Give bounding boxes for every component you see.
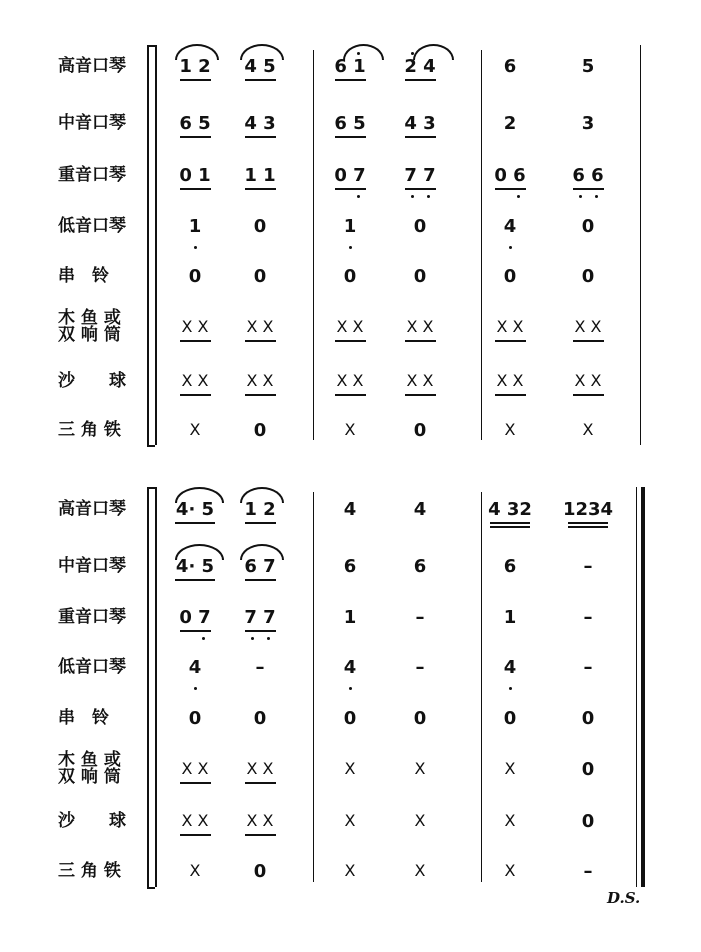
note-group: – [583,556,593,577]
note-group: 0 [413,266,427,287]
note-group: 0 [581,216,595,237]
note-group: 0 [253,266,267,287]
octave-dot-below [349,246,352,249]
note-group: 4· 5 [175,499,215,520]
octave-dot-below [595,195,598,198]
note-group: 0 [581,708,595,729]
note-group: 0 [343,266,357,287]
slur [240,544,284,560]
note-group: 0 [503,708,517,729]
note-group: 7 7 [404,165,436,186]
beam [180,136,211,138]
note-group: 0 [581,759,595,780]
instrument-label: 三 角 铁 [58,420,121,440]
instrument-label: 高音口琴 [58,499,126,519]
beam [180,834,211,836]
beam [405,188,436,190]
note-group: 1 [343,216,357,237]
note-group: 0 [343,708,357,729]
label-line: 双 响 筒 [58,325,121,345]
beam [573,394,604,396]
note-group: X [582,420,594,439]
octave-dot-below [517,195,520,198]
beam [245,79,276,81]
slur [343,44,384,60]
ds-marking: D.S. [607,889,641,907]
note-group: X [414,861,426,880]
system-bracket [147,487,149,887]
note-group: – [583,861,593,882]
note-group: 0 1 [179,165,211,186]
bracket-bottom [147,887,155,889]
barline-final-thin [636,487,637,887]
bracket-bottom [147,445,155,447]
note-group: 0 [413,420,427,441]
slur [175,44,219,60]
note-group: 4 [503,216,517,237]
beam [490,522,530,524]
beam [335,188,366,190]
note-group: 6 [503,556,517,577]
note-group: 6 5 [334,113,366,134]
octave-dot-below [267,637,270,640]
note-group: X X [574,371,602,390]
note-group: X X [181,759,209,778]
octave-dot-below [509,246,512,249]
note-group: X X [246,759,274,778]
note-group: 6 [503,56,517,77]
beam [405,79,436,81]
note-group: 4 [188,657,202,678]
note-group: 5 [581,56,595,77]
beam [573,188,604,190]
note-group: 6 5 [179,113,211,134]
beam [245,522,276,524]
note-group: X [504,861,516,880]
instrument-label-woodblock [58,310,121,344]
note-group: 4 3 [404,113,436,134]
beam [573,340,604,342]
beam [180,782,211,784]
note-group: X [344,759,356,778]
note-group: X [414,811,426,830]
note-group: X [344,811,356,830]
barline [313,50,314,440]
label-line: 木 鱼 或 [58,308,121,328]
octave-dot-below [251,637,254,640]
note-group: 4 5 [244,56,276,77]
beam [180,79,211,81]
instrument-label: 重音口琴 [58,165,126,185]
system-bracket [147,45,149,445]
beam [180,188,211,190]
beam [175,522,215,524]
beam [180,630,211,632]
octave-dot-above [411,52,414,55]
note-group: 0 7 [179,607,211,628]
note-group: 4 [343,657,357,678]
instrument-label: 中音口琴 [58,556,126,576]
octave-dot-below [202,637,205,640]
note-group: 0 [188,708,202,729]
note-group: X [504,759,516,778]
note-group: X [344,420,356,439]
barline-final-thick [641,487,645,887]
note-group: X [414,759,426,778]
octave-dot-below [194,687,197,690]
barline [481,492,482,882]
note-group: 0 [413,216,427,237]
barline-end [640,45,641,445]
instrument-label: 串 铃 [58,708,109,728]
note-group: X [189,861,201,880]
note-group: 2 4 [404,56,436,77]
octave-dot-below [579,195,582,198]
barline [481,50,482,440]
beam [495,188,526,190]
note-group: 6 [413,556,427,577]
beam [335,394,366,396]
note-group: X X [406,371,434,390]
note-group: X X [336,317,364,336]
note-group: 0 [581,266,595,287]
note-group: – [583,657,593,678]
note-group: X X [496,371,524,390]
note-group: 1234 [562,499,614,520]
note-group: 6 [343,556,357,577]
bracket-top [147,45,155,47]
beam [405,340,436,342]
note-group: 4 32 [488,499,532,520]
beam-2 [568,526,608,528]
octave-dot-below [411,195,414,198]
note-group: 6 7 [244,556,276,577]
slur [413,44,454,60]
note-group: X [504,811,516,830]
note-group: 1 2 [244,499,276,520]
note-group: 1 [503,607,517,628]
note-group: 4· 5 [175,556,215,577]
beam [245,630,276,632]
note-group: 1 1 [244,165,276,186]
note-group: 4 [413,499,427,520]
note-group: 0 [188,266,202,287]
note-group: 0 6 [494,165,526,186]
note-group: X X [181,371,209,390]
note-group: 4 3 [244,113,276,134]
beam [245,579,276,581]
instrument-label: 三 角 铁 [58,861,121,881]
note-group: 0 7 [334,165,366,186]
instrument-label: 沙 球 [58,371,126,391]
slur [175,487,224,503]
slur [240,487,284,503]
note-group: X X [574,317,602,336]
note-group: 2 [503,113,517,134]
instrument-label: 中音口琴 [58,113,126,133]
beam [568,522,608,524]
note-group: 0 [253,861,267,882]
beam [245,394,276,396]
octave-dot-below [427,195,430,198]
beam [335,79,366,81]
note-group: 0 [253,216,267,237]
beam [405,394,436,396]
note-group: X [189,420,201,439]
octave-dot-below [509,687,512,690]
note-group: 4 [503,657,517,678]
note-group: X X [246,317,274,336]
note-group: X X [181,811,209,830]
beam [335,136,366,138]
slur [175,544,224,560]
note-group: X X [406,317,434,336]
note-group: – [583,607,593,628]
bracket-top [147,487,155,489]
beam [180,394,211,396]
octave-dot-below [357,195,360,198]
note-group: X X [496,317,524,336]
beam [405,136,436,138]
barline [313,492,314,882]
note-group: 6 1 [334,56,366,77]
system-bracket-inner [155,487,157,887]
system-bracket-inner [155,45,157,445]
beam [245,188,276,190]
beam [335,340,366,342]
note-group: 3 [581,113,595,134]
beam [245,340,276,342]
instrument-label: 高音口琴 [58,56,126,76]
slur [240,44,284,60]
note-group: – [415,607,425,628]
label-line: 双 响 筒 [58,767,121,787]
note-group: 0 [253,708,267,729]
note-group: 1 [188,216,202,237]
octave-dot-above [357,52,360,55]
instrument-label: 串 铃 [58,266,109,286]
note-group: X X [336,371,364,390]
instrument-label: 沙 球 [58,811,126,831]
note-group: 0 [253,420,267,441]
note-group: X X [181,317,209,336]
note-group: 1 2 [179,56,211,77]
beam [245,136,276,138]
label-line: 木 鱼 或 [58,750,121,770]
note-group: 0 [581,811,595,832]
instrument-label-woodblock [58,752,121,786]
note-group: 0 [413,708,427,729]
instrument-label: 重音口琴 [58,607,126,627]
beam [495,394,526,396]
note-group: X [504,420,516,439]
note-group: 1 [343,607,357,628]
note-group: X X [246,811,274,830]
note-group: 6 6 [572,165,604,186]
beam-2 [490,526,530,528]
instrument-label: 低音口琴 [58,216,126,236]
instrument-label: 低音口琴 [58,657,126,677]
note-group: – [255,657,265,678]
octave-dot-below [349,687,352,690]
octave-dot-below [194,246,197,249]
note-group: X X [246,371,274,390]
note-group: X [344,861,356,880]
note-group: 4 [343,499,357,520]
beam [175,579,215,581]
beam [245,782,276,784]
beam [180,340,211,342]
beam [245,834,276,836]
note-group: – [415,657,425,678]
beam [495,340,526,342]
note-group: 7 7 [244,607,276,628]
note-group: 0 [503,266,517,287]
